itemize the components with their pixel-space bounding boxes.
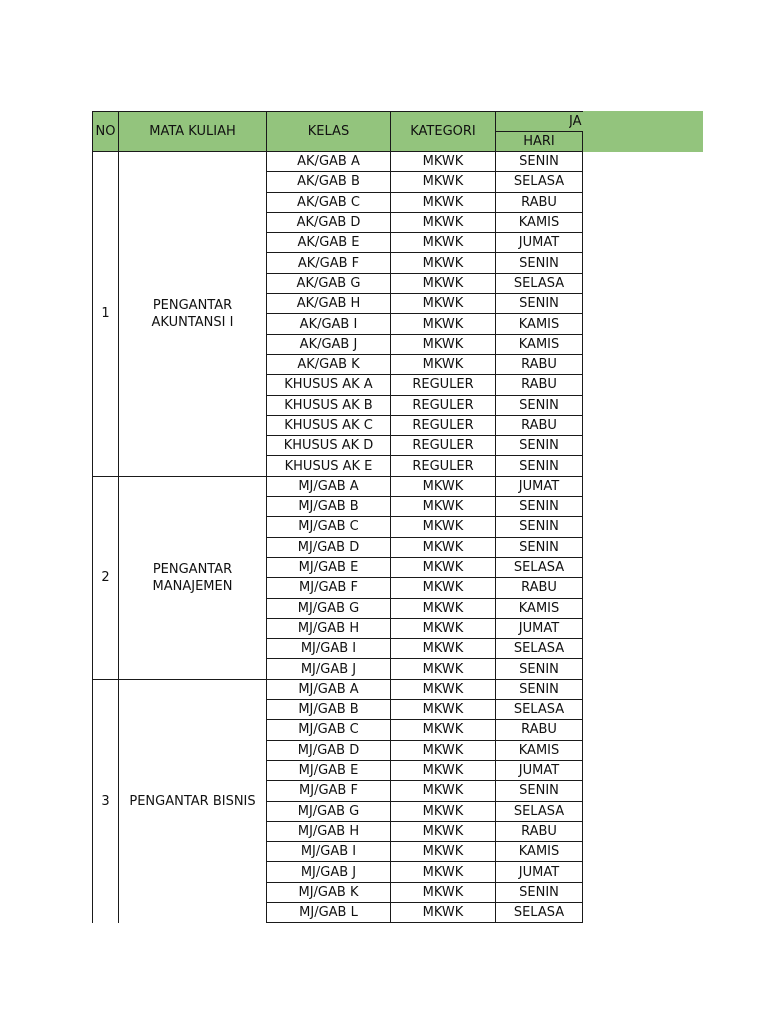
- cell-kategori: MKWK: [391, 578, 496, 598]
- cell-kelas: AK/GAB I: [267, 314, 391, 334]
- cell-kelas: AK/GAB C: [267, 192, 391, 212]
- header-kelas: KELAS: [267, 112, 391, 152]
- cell-kategori: MKWK: [391, 253, 496, 273]
- cell-kategori: MKWK: [391, 679, 496, 699]
- cell-hari: JUMAT: [496, 862, 583, 882]
- cell-kategori: MKWK: [391, 740, 496, 760]
- cell-kelas: KHUSUS AK E: [267, 456, 391, 476]
- cell-kategori: MKWK: [391, 760, 496, 780]
- cell-kategori: REGULER: [391, 375, 496, 395]
- cell-kategori: MKWK: [391, 801, 496, 821]
- cell-kategori: MKWK: [391, 882, 496, 902]
- cell-mata-kuliah: PENGANTAR MANAJEMEN: [119, 476, 267, 679]
- cell-hari: SENIN: [496, 395, 583, 415]
- cell-kelas: MJ/GAB H: [267, 618, 391, 638]
- cell-hari: RABU: [496, 354, 583, 374]
- cell-hari: JUMAT: [496, 233, 583, 253]
- cell-kelas: MJ/GAB A: [267, 476, 391, 496]
- cell-kelas: MJ/GAB H: [267, 821, 391, 841]
- cell-kelas: MJ/GAB J: [267, 659, 391, 679]
- table-row: [93, 476, 583, 496]
- cell-kategori: MKWK: [391, 598, 496, 618]
- cell-hari: SENIN: [496, 436, 583, 456]
- cell-kelas: KHUSUS AK D: [267, 436, 391, 456]
- schedule-sheet: [92, 111, 583, 923]
- cell-hari: RABU: [496, 415, 583, 435]
- cell-mata-kuliah: PENGANTAR AKUNTANSI I: [119, 152, 267, 477]
- cell-kelas: MJ/GAB G: [267, 801, 391, 821]
- cell-kelas: MJ/GAB I: [267, 842, 391, 862]
- cell-kelas: MJ/GAB G: [267, 598, 391, 618]
- cell-kategori: MKWK: [391, 314, 496, 334]
- cell-hari: KAMIS: [496, 740, 583, 760]
- cell-kategori: MKWK: [391, 821, 496, 841]
- cell-hari: KAMIS: [496, 334, 583, 354]
- table-row: [93, 679, 583, 699]
- cell-hari: SENIN: [496, 456, 583, 476]
- cell-no: 3: [93, 679, 119, 923]
- cell-kelas: AK/GAB F: [267, 253, 391, 273]
- cell-kelas: AK/GAB D: [267, 212, 391, 232]
- cell-kelas: AK/GAB B: [267, 172, 391, 192]
- header-kategori: KATEGORI: [391, 112, 496, 152]
- cell-hari: KAMIS: [496, 598, 583, 618]
- header-jadwal-partial: JA: [569, 114, 582, 129]
- cell-kelas: MJ/GAB D: [267, 537, 391, 557]
- cell-kategori: MKWK: [391, 781, 496, 801]
- cell-kategori: MKWK: [391, 497, 496, 517]
- cell-hari: SELASA: [496, 557, 583, 577]
- header-no: NO: [93, 112, 119, 152]
- cell-kelas: AK/GAB E: [267, 233, 391, 253]
- cell-kelas: MJ/GAB A: [267, 679, 391, 699]
- cell-kategori: REGULER: [391, 395, 496, 415]
- cell-hari: JUMAT: [496, 476, 583, 496]
- cell-kelas: MJ/GAB C: [267, 720, 391, 740]
- cell-hari: RABU: [496, 375, 583, 395]
- cell-hari: SELASA: [496, 172, 583, 192]
- cell-kategori: MKWK: [391, 537, 496, 557]
- cell-no: 2: [93, 476, 119, 679]
- cell-kelas: AK/GAB G: [267, 273, 391, 293]
- cell-kelas: AK/GAB A: [267, 152, 391, 172]
- cell-kategori: REGULER: [391, 456, 496, 476]
- cell-kelas: MJ/GAB F: [267, 781, 391, 801]
- cell-kategori: REGULER: [391, 415, 496, 435]
- cell-hari: SENIN: [496, 152, 583, 172]
- cell-kelas: MJ/GAB D: [267, 740, 391, 760]
- cell-kategori: MKWK: [391, 233, 496, 253]
- cell-hari: SENIN: [496, 781, 583, 801]
- cell-kategori: REGULER: [391, 436, 496, 456]
- cell-kategori: MKWK: [391, 354, 496, 374]
- cell-hari: KAMIS: [496, 314, 583, 334]
- cell-hari: RABU: [496, 578, 583, 598]
- cell-kelas: MJ/GAB K: [267, 882, 391, 902]
- schedule-table: [92, 111, 583, 923]
- cell-kelas: MJ/GAB L: [267, 902, 391, 922]
- cell-hari: JUMAT: [496, 760, 583, 780]
- cell-kelas: KHUSUS AK A: [267, 375, 391, 395]
- cell-kategori: MKWK: [391, 902, 496, 922]
- cell-hari: SENIN: [496, 659, 583, 679]
- cell-hari: SENIN: [496, 537, 583, 557]
- cell-hari: SELASA: [496, 801, 583, 821]
- cell-kategori: MKWK: [391, 476, 496, 496]
- cell-kelas: MJ/GAB B: [267, 497, 391, 517]
- cell-kelas: AK/GAB J: [267, 334, 391, 354]
- cell-kategori: MKWK: [391, 720, 496, 740]
- cell-hari: RABU: [496, 192, 583, 212]
- cell-hari: SENIN: [496, 517, 583, 537]
- cell-kategori: MKWK: [391, 273, 496, 293]
- cell-hari: KAMIS: [496, 842, 583, 862]
- cell-hari: SELASA: [496, 700, 583, 720]
- cell-kelas: MJ/GAB I: [267, 639, 391, 659]
- cell-kategori: MKWK: [391, 294, 496, 314]
- header-hari: HARI: [496, 132, 583, 152]
- table-row: [93, 152, 583, 172]
- header-mata-kuliah: MATA KULIAH: [119, 112, 267, 152]
- cell-kategori: MKWK: [391, 192, 496, 212]
- cell-kelas: MJ/GAB C: [267, 517, 391, 537]
- cell-kelas: MJ/GAB F: [267, 578, 391, 598]
- cell-kelas: AK/GAB H: [267, 294, 391, 314]
- cell-kelas: MJ/GAB E: [267, 760, 391, 780]
- cell-hari: SENIN: [496, 679, 583, 699]
- cell-kategori: MKWK: [391, 152, 496, 172]
- cell-mata-kuliah: PENGANTAR BISNIS: [119, 679, 267, 923]
- cell-kelas: MJ/GAB E: [267, 557, 391, 577]
- cell-hari: SELASA: [496, 639, 583, 659]
- cell-kategori: MKWK: [391, 172, 496, 192]
- cell-kategori: MKWK: [391, 700, 496, 720]
- cell-kategori: MKWK: [391, 517, 496, 537]
- cell-kelas: MJ/GAB B: [267, 700, 391, 720]
- cell-hari: SENIN: [496, 882, 583, 902]
- cell-kategori: MKWK: [391, 842, 496, 862]
- cell-kategori: MKWK: [391, 557, 496, 577]
- cell-hari: JUMAT: [496, 618, 583, 638]
- cell-kategori: MKWK: [391, 639, 496, 659]
- cell-hari: KAMIS: [496, 212, 583, 232]
- cell-kategori: MKWK: [391, 862, 496, 882]
- schedule-body: [93, 152, 583, 923]
- cell-hari: SELASA: [496, 273, 583, 293]
- cell-hari: SENIN: [496, 497, 583, 517]
- cell-kelas: MJ/GAB J: [267, 862, 391, 882]
- cell-no: 1: [93, 152, 119, 477]
- cell-kategori: MKWK: [391, 659, 496, 679]
- cell-hari: SENIN: [496, 294, 583, 314]
- cell-hari: RABU: [496, 821, 583, 841]
- cell-kategori: MKWK: [391, 212, 496, 232]
- cell-hari: SENIN: [496, 253, 583, 273]
- cell-kelas: KHUSUS AK C: [267, 415, 391, 435]
- cell-kategori: MKWK: [391, 618, 496, 638]
- cell-hari: SELASA: [496, 902, 583, 922]
- cell-kelas: KHUSUS AK B: [267, 395, 391, 415]
- cell-kategori: MKWK: [391, 334, 496, 354]
- cell-kelas: AK/GAB K: [267, 354, 391, 374]
- cell-hari: RABU: [496, 720, 583, 740]
